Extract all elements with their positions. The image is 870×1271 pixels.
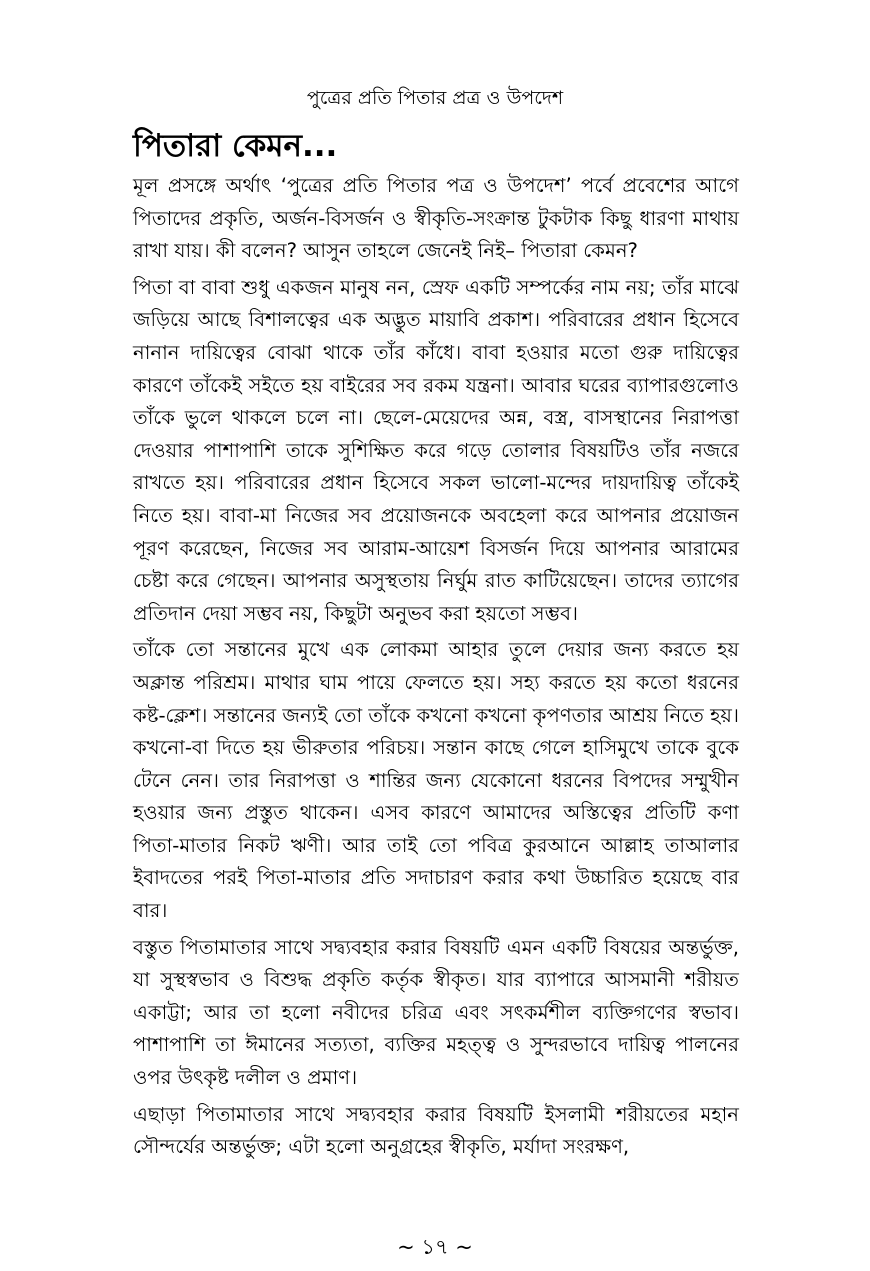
chapter-title: পিতারা কেমন... bbox=[133, 128, 338, 164]
paragraph: বস্তুত পিতামাতার সাথে সদ্ব্যবহার করার বিষয়টি এমন একটি বিষয়ের অন্তর্ভুক্ত, যা সুস্থস্বভাব ও বিশুদ্ধ প্রকৃতি কর্তৃক স্বীকৃত। যার ব্যাপারে আসমানী শরীয়ত একাট্টা; আর তা হলো নবীদের চরিত্র এবং সৎকর্মশীল ব্যক্তিগণের স্বভাব। পাশাপাশি তা ঈমানের সত্যতা, ব্যক্তির মহত্ত্ব ও সুন্দরভাবে দায়িত্ব পালনের ওপর উৎকৃষ্ট দলীল ও প্রমাণ। bbox=[133, 935, 739, 1090]
running-header: পুত্রের প্রতি পিতার প্রত্র ও উপদেশ bbox=[306, 87, 564, 109]
page-number: ~ ১৭ ~ bbox=[397, 1235, 473, 1259]
paragraph: এছাড়া পিতামাতার সাথে সদ্ব্যবহার করার বিষয়টি ইসলামী শরীয়তের মহান সৌন্দর্যের অন্তর্ভুক্ত; এটা হলো অনুগ্রহের স্বীকৃতি, মর্যাদা সংরক্ষণ, bbox=[133, 1102, 739, 1159]
paragraph: মূল প্রসঙ্গে অর্থাৎ ‘পুত্রের প্রতি পিতার পত্র ও উপদেশ’ পর্বে প্রবেশের আগে পিতাদের প্রকৃতি, অর্জন-বিসর্জন ও স্বীকৃতি-সংক্রান্ত টুকটাক কিছু ধারণা মাথায় রাখা যায়। কী বলেন? আসুন তাহলে জেনেই নিই– পিতারা কেমন? bbox=[133, 174, 739, 263]
body-text bbox=[133, 170, 739, 1168]
paragraph: পিতা বা বাবা শুধু একজন মানুষ নন, স্রেফ একটি সম্পর্কের নাম নয়; তাঁর মাঝে জড়িয়ে আছে বিশালত্বের এক অদ্ভুত মায়াবি প্রকাশ। পরিবারের প্রধান হিসেবে নানান দায়িত্বের বোঝা থাকে তাঁর কাঁধে। বাবা হওয়ার মতো গুরু দায়িত্বের কারণে তাঁকেই সইতে হয় বাইরের সব রকম যন্ত্রনা। আবার ঘরের ব্যাপারগুলোও তাঁকে ভুলে থাকলে চলে না। ছেলে-মেয়েদের অন্ন, বস্ত্র, বাসস্থানের নিরাপত্তা দেওয়ার পাশাপাশি তাকে সুশিক্ষিত করে গড়ে তোলার বিষয়টিও তাঁর নজরে রাখতে হয়। পরিবারের প্রধান হিসেবে সকল ভালো-মন্দের দায়দায়িত্ব তাঁকেই নিতে হয়। বাবা-মা নিজের সব প্রয়োজনকে অবহেলা করে আপনার প্রয়োজন পূরণ করেছেন, নিজের সব আরাম-আয়েশ বিসর্জন দিয়ে আপনার আরামের চেষ্টা করে গেছেন। আপনার অসুস্থতায় নির্ঘুম রাত কাটিয়েছেন। তাদের ত্যাগের প্রতিদান দেয়া সম্ভব নয়, কিছুটা অনুভব করা হয়তো সম্ভব। bbox=[133, 275, 739, 625]
paragraph: তাঁকে তো সন্তানের মুখে এক লোকমা আহার তুলে দেয়ার জন্য করতে হয় অক্লান্ত পরিশ্রম। মাথার ঘাম পায়ে ফেলতে হয়। সহ্য করতে হয় কতো ধরনের কষ্ট-ক্লেশ। সন্তানের জন্যই তো তাঁকে কখনো কখনো কৃপণতার আশ্রয় নিতে হয়। কখনো-বা দিতে হয় ভীরুতার পরিচয়। সন্তান কাছে গেলে হাসিমুখে তাকে বুকে টেনে নেন। তার নিরাপত্তা ও শান্তির জন্য যেকোনো ধরনের বিপদের সম্মুখীন হওয়ার জন্য প্রস্তুত থাকেন। এসব কারণে আমাদের অস্তিত্বের প্রতিটি কণা পিতা-মাতার নিকট ঋণী। আর তাই তো পবিত্র কুরআনে আল্লাহ তাআলার ইবাদতের পরই পিতা-মাতার প্রতি সদাচারণ করার কথা উচ্চারিত হয়েছে বার বার। bbox=[133, 638, 739, 923]
